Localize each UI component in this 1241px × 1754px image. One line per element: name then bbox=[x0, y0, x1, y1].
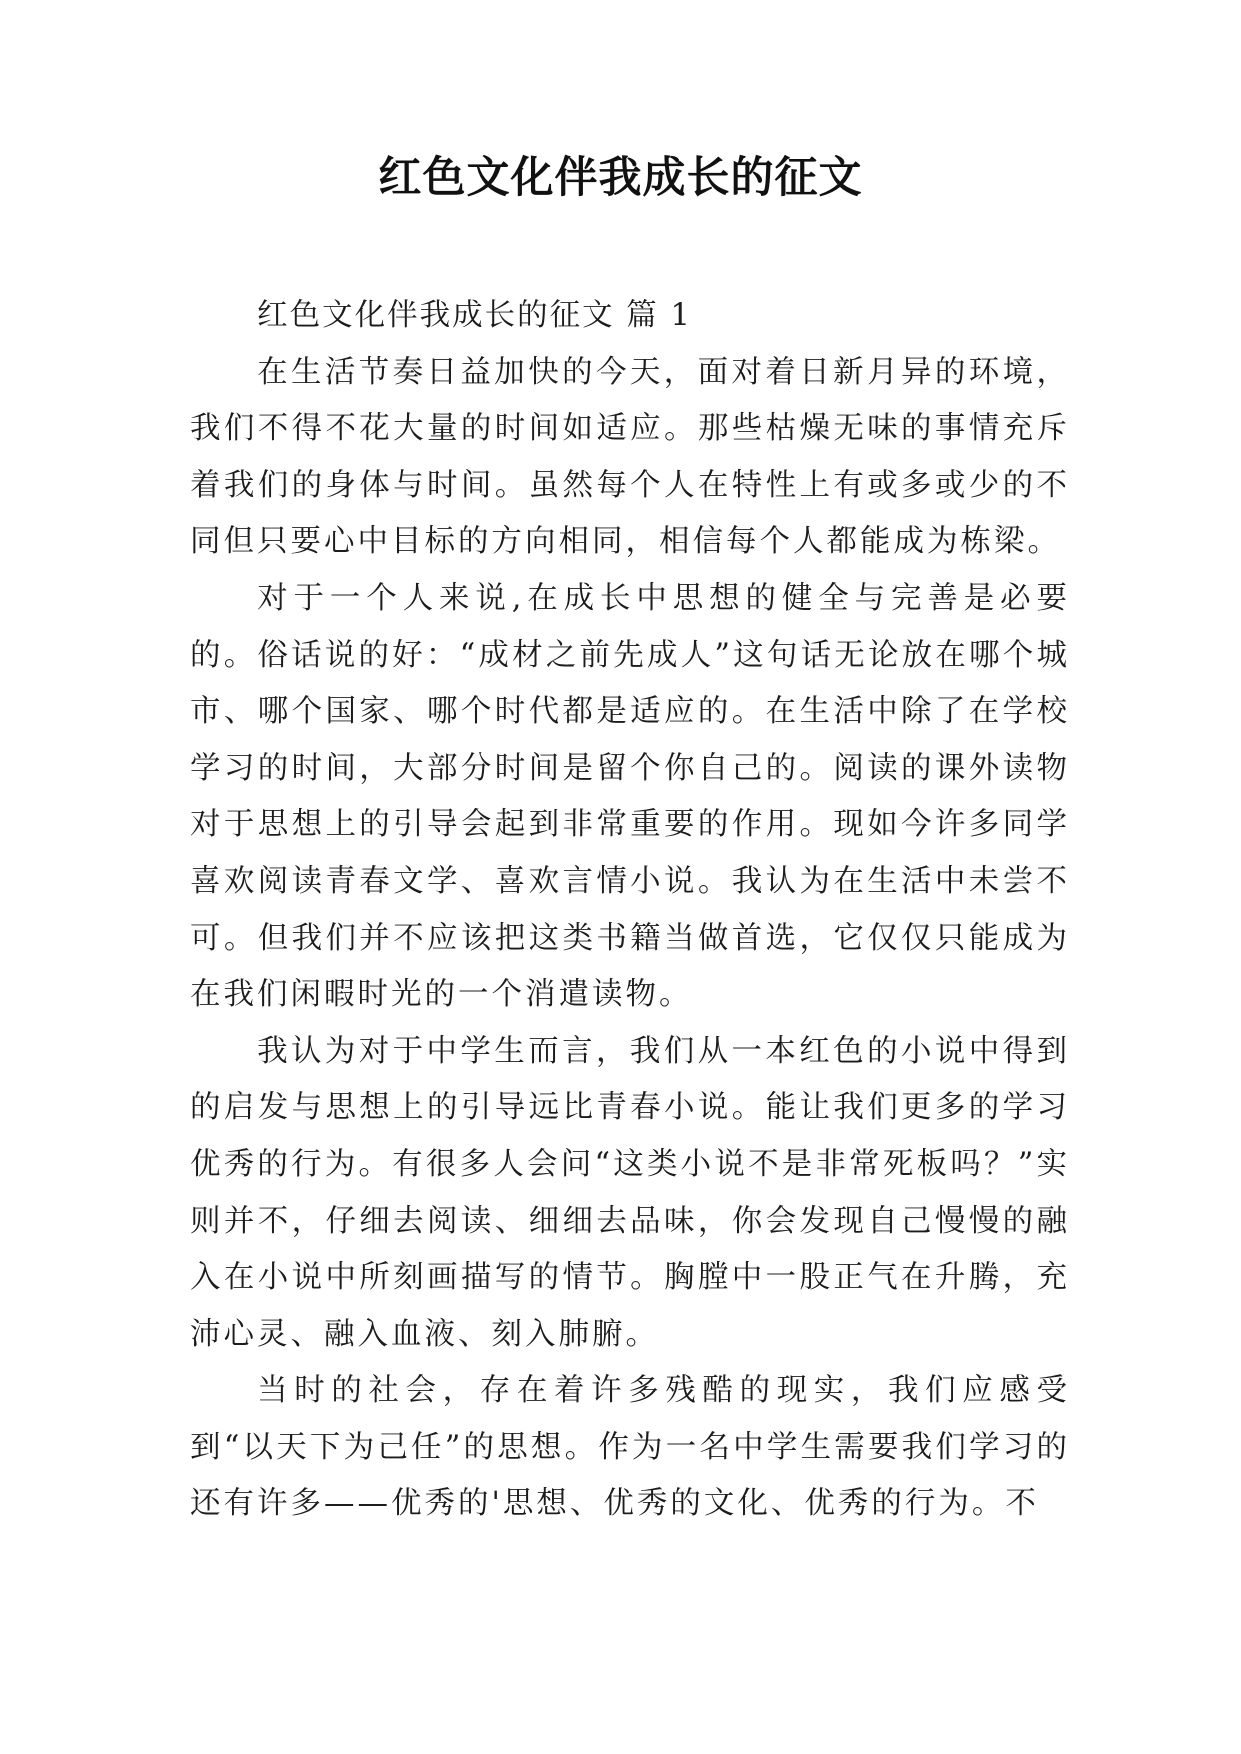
section-heading: 红色文化伴我成长的征文 篇 1 bbox=[257, 298, 692, 333]
paragraph: 在生活节奏日益加快的今天，面对着日新月异的环境，我们不得不花大量的时间如适应。那些枯燥无味的事情充斥着我们的身体与时间。虽然每个人在特性上有或多或少的不同但只要心中目标的方向相同，相信每个人都能成为栋梁。 bbox=[190, 354, 1070, 560]
paragraph: 对于一个人来说,在成长中思想的健全与完善是必要的。俗话说的好：“成材之前先成人”这句话无论放在哪个城市、哪个国家、哪个时代都是适应的。在生活中除了在学校学习的时间，大部分时间是留个你自己的。阅读的课外读物对于思想上的引导会起到非常重要的作用。现如今许多同学喜欢阅读青春文学、喜欢言情小说。我认为在生活中未尝不可。但我们并不应该把这类书籍当做首选，它仅仅只能成为在我们闲暇时光的一个消遣读物。 bbox=[190, 580, 1070, 1013]
paragraph: 当时的社会，存在着许多残酷的现实，我们应感受到“以天下为己任”的思想。作为一名中学生需要我们学习的还有许多——优秀的'思想、优秀的文化、优秀的行为。不 bbox=[190, 1373, 1070, 1522]
paragraph: 我认为对于中学生而言，我们从一本红色的小说中得到的启发与思想上的引导远比青春小说。能让我们更多的学习优秀的行为。有很多人会问“这类小说不是非常死板吗？”实则并不，仔细去阅读、细细去品味，你会发现自己慢慢的融入在小说中所刻画描写的情节。胸膛中一股正气在升腾，充沛心灵、融入血液、刻入肺腑。 bbox=[190, 1033, 1070, 1352]
document-body bbox=[190, 288, 1070, 1533]
document-title: 红色文化伴我成长的征文 bbox=[378, 153, 863, 203]
